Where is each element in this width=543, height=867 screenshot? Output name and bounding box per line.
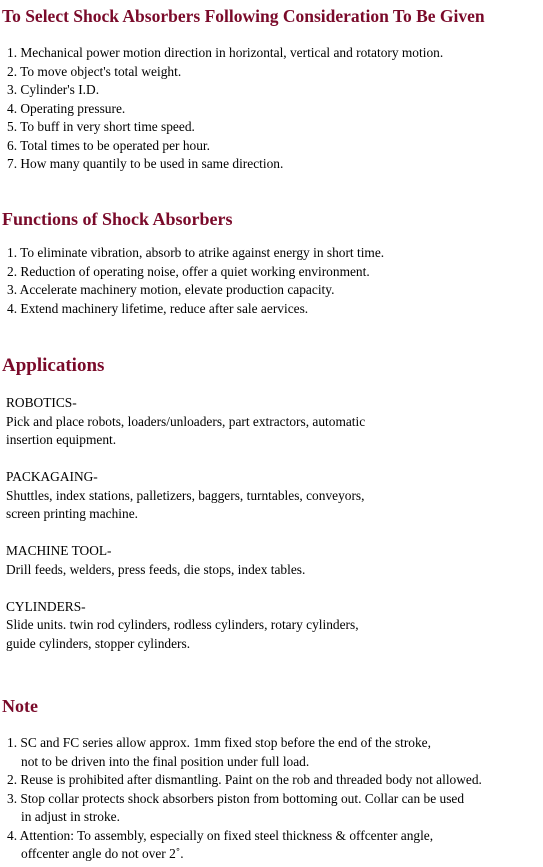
list-item: 6. Total times to be operated per hour. (7, 137, 210, 153)
functions-title: Functions of Shock Absorbers (2, 209, 233, 229)
list-item: 3. Cylinder's I.D. (7, 82, 100, 97)
application-text: Slide units. twin rod cylinders, rodless cylinders, rotary cylinders, (6, 617, 359, 632)
application-text: Pick and place robots, loaders/unloaders, part extractors, automatic (6, 413, 366, 429)
list-item: 4. Operating pressure. (7, 100, 126, 116)
note-title: Note (2, 696, 38, 716)
list-item: 2. Reduction of operating noise, offer a quiet working environment. (7, 263, 370, 279)
list-item (7, 734, 482, 771)
list-item: 2. To move object's total weight. (7, 63, 182, 79)
application-label: MACHINE TOOL- (6, 543, 112, 558)
note-text: 2. Reuse is prohibited after dismantling. Paint on the rob and threaded body not allowed. (7, 772, 482, 787)
application-label: CYLINDERS- (6, 598, 86, 614)
list-item: 1. To eliminate vibration, absorb to atrike against energy in short time. (7, 245, 385, 260)
note-text: not to be driven into the final position under full load. (21, 753, 310, 769)
list-item: 5. To buff in very short time speed. (7, 119, 195, 134)
application-group-robotics (6, 394, 365, 450)
application-group-machine-tool (6, 542, 365, 579)
application-label: ROBOTICS- (6, 395, 77, 410)
application-text: insertion equipment. (6, 432, 117, 447)
selection-title: To Select Shock Absorbers Following Consideration To Be Given (2, 6, 485, 26)
note-text: offcenter angle do not over 2˚. (21, 846, 184, 861)
note-list (7, 734, 482, 864)
list-item (7, 790, 482, 827)
applications-list (6, 394, 365, 672)
application-group-cylinders (6, 598, 365, 654)
application-text: Shuttles, index stations, palletizers, baggers, turntables, conveyors, (6, 487, 365, 503)
note-text: 4. Attention: To assembly, especially on fixed steel thickness & offcenter angle, (7, 827, 434, 843)
list-item: 4. Extend machinery lifetime, reduce after sale aervices. (7, 300, 309, 316)
note-text: 3. Stop collar protects shock absorbers piston from bottoming out. Collar can be used (7, 790, 465, 806)
applications-title: Applications (2, 355, 105, 376)
list-item: 1. Mechanical power motion direction in horizontal, vertical and rotatory motion. (7, 45, 444, 60)
application-text: screen printing machine. (6, 506, 138, 521)
note-text: 1. SC and FC series allow approx. 1mm fixed stop before the end of the stroke, (7, 735, 431, 750)
application-label: PACKAGAING- (6, 469, 98, 484)
list-item: 7. How many quantily to be used in same direction. (7, 156, 284, 171)
list-item (7, 771, 482, 790)
application-group-packaging (6, 468, 365, 524)
list-item (7, 827, 482, 864)
application-text: guide cylinders, stopper cylinders. (6, 635, 191, 651)
note-text: in adjust in stroke. (21, 809, 120, 824)
selection-list (7, 44, 443, 174)
functions-list (7, 244, 384, 318)
list-item: 3. Accelerate machinery motion, elevate production capacity. (7, 282, 335, 297)
application-text: Drill feeds, welders, press feeds, die stops, index tables. (6, 561, 306, 577)
